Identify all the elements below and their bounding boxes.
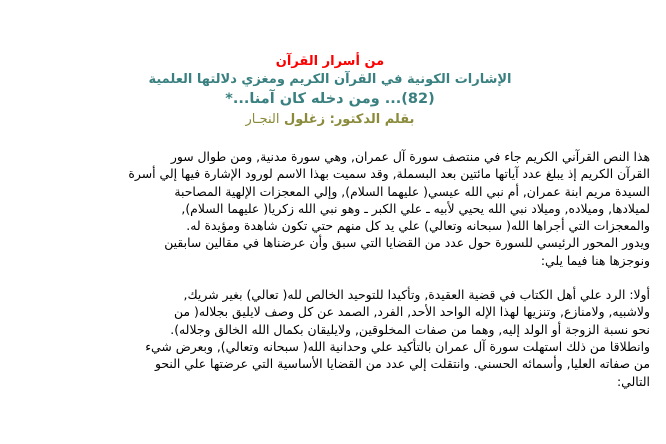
section-title: من أسرار القرآن [275,54,385,69]
text-line: ونوجزها هنا فيما يلي: [540,252,650,268]
text-line: القرآن الكريم إذ يبلغ عدد آياتها مائتين بعد البسملة, وقد سميت بهذا الاسم لورود الإشارة فيها إلي أسرة [128,166,650,182]
text-line: ولاشبيه, ولامنازع, وتنزيها لهذا الإله الواحد الأحد, الفرد, الصمد عن كل وصف لايليق بجلاله( من [174,304,650,320]
article-header [60,52,600,129]
text-line: من صفاته العليا, وأسمائه الحسني. وانتقلت إلي عدد من القضايا الأساسية التي عرضتها علي النحو [154,356,650,372]
text-line: والمعجزات التي أجراها الله( سبحانه وتعالي) علي يد كل منهم حتي تكون شاهدة ومؤيدة له. [186,218,650,234]
text-line: نحو نسبة الزوجة أو الولد إليه, وهما من صفات المخلوقين, ولايليقان بكمال الله الخالق وجلاله). [170,321,650,337]
text-line: هذا النص القرآني الكريم جاء في منتصف سورة آل عمران, وهي سورة مدنية, ومن طوال سور [170,149,650,164]
text-line: التالي: [616,373,650,389]
text-line: أولا: الرد علي أهل الكتاب في قضية العقيدة, وتأكيدا للتوحيد الخالص لله( تعالي) بغير شريك, [183,287,650,303]
paragraph-intro [40,148,650,269]
paragraph-spacer [40,269,650,286]
text-line: وانطلاقا من ذلك استهلت سورة آل عمران بالتأكيد علي وحدانية الله( سبحانه وتعالي), وبعرض شيء [145,338,650,354]
article-title: الإشارات الكونية في القرآن الكريم ومغزي دلالتها العلمية [148,72,512,87]
paragraph-first-point [40,286,650,390]
author-prefix: بقلم الدكتور: زغلول [284,112,415,127]
text-line: ويدور المحور الرئيسي للسورة حول عدد من القضايا التي سبق وأن عرضناها في مقالين سابقين [164,235,650,251]
article-body [40,148,650,390]
text-line: لميلادها, وميلاده, وميلاد نبي الله يحيي لأبيه ـ علي الكبر ـ وهو نبي الله زكريا( عليهما السلام), [181,200,650,216]
text-line: السيدة مريم ابنة عمران, أم نبي الله عيسي( عليهما السلام), وإلي المعجزات الإلهية المصاحبة [174,183,650,199]
article-subtitle: (82)... ومن دخله كان آمنا...* [225,91,435,107]
author-surname: النجـار [245,112,280,127]
author-byline [60,110,600,129]
